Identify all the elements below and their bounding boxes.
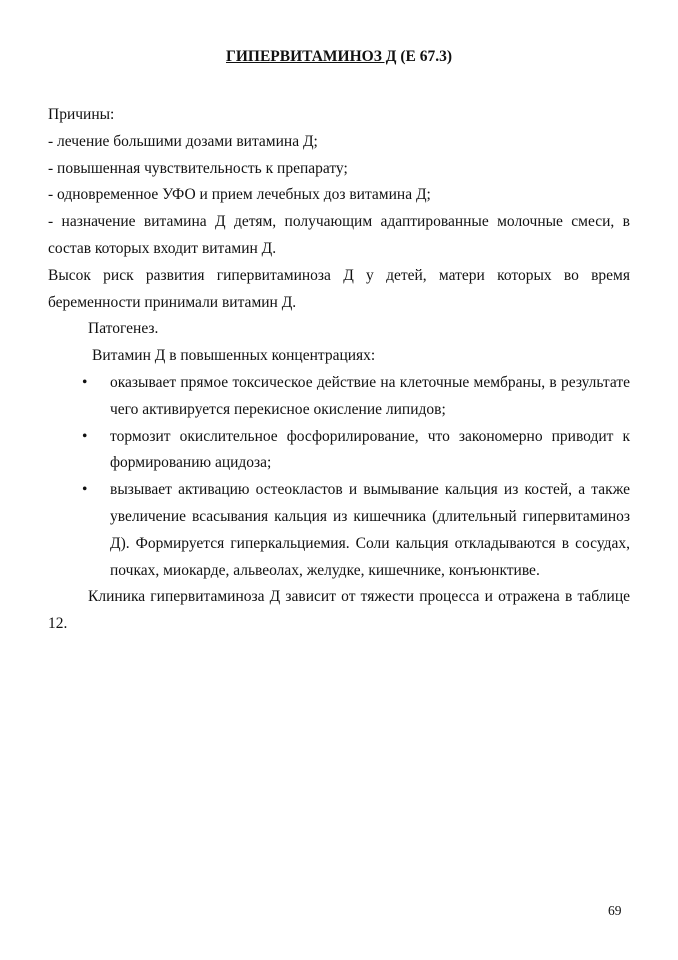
causes-heading: Причины: [48,106,115,123]
list-item [48,370,630,424]
body-text [48,102,630,638]
list-item-text: тормозит окислительное фосфорилирование, что закономерно приводит к формированию ацидоза; [110,427,630,472]
page-title [0,47,678,67]
cause-item: - назначение витамина Д детям, получающим адаптированные молочные смеси, в состав которых входит витамин Д. [48,213,630,257]
clinic-paragraph: Клиника гипервитаминоза Д зависит от тяжести процесса и отражена в таблице 12. [48,588,630,633]
pathogenesis-intro: Витамин Д в повышенных концентрациях: [92,347,376,365]
page-number: 69 [608,903,622,918]
list-item [48,477,630,584]
pathogenesis-list [48,370,630,584]
pathogenesis-heading: Патогенез. [88,320,159,338]
cause-item: - повышенная чувствительность к препарату; [48,159,348,177]
title-main: ГИПЕРВИТАМИНОЗ Д [225,48,397,65]
bullet-icon: • [82,481,88,499]
bullet-icon: • [82,427,88,445]
cause-item: - одновременное УФО и прием лечебных доз витамина Д; [48,186,431,204]
risk-paragraph: Высок риск развития гипервитаминоза Д у детей, матери которых во время беременности принимали витамин Д. [48,266,630,311]
list-item-text: оказывает прямое токсическое действие на клеточные мембраны, в результате чего активируется перекисное окисление липидов; [110,373,630,418]
bullet-icon: • [82,373,88,391]
title-code: (Е 67.3) [396,48,452,65]
list-item [48,424,630,478]
cause-item: - лечение большими дозами витамина Д; [48,132,318,150]
list-item-text: вызывает активацию остеокластов и вымывание кальция из костей, а также увеличение всасывания кальция из кишечника (длительный гипервитаминоз Д). Формируется гиперкальциемия. Соли кальция откладываются в сосудах, почках, миокарде, альвеолах, желудке, кишечнике, конъюнктиве. [110,481,630,579]
